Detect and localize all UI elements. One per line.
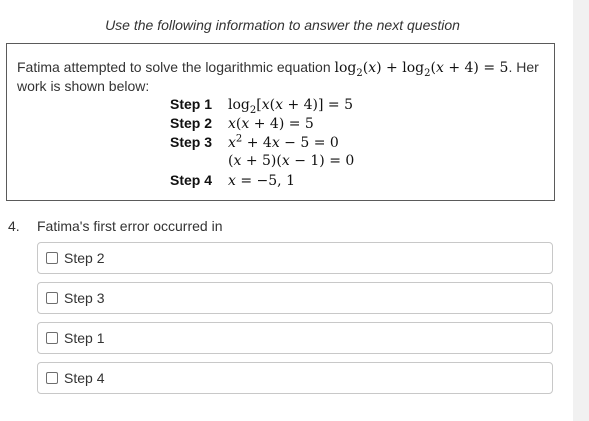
scrollbar[interactable] [573,0,589,421]
instruction-text: Use the following information to answer the next question [105,17,460,33]
intro-prefix: Fatima attempted to solve the logarithmic equation [17,59,331,75]
information-box [6,43,555,201]
equation: $\log_2(x) + \log_2(x + 4) = 5$ [334,60,509,79]
option-step-1[interactable] [37,322,553,354]
option-step-2[interactable] [37,242,553,274]
checkbox[interactable] [46,332,58,344]
step-expression: $\log_2[x(x + 4)] = 5$ [228,97,353,116]
step-row [170,153,354,172]
step-expression: (x + 5)(x − 1) = 0 [228,153,355,169]
option-step-3[interactable] [37,282,553,314]
problem-intro [17,58,547,95]
step-row [170,172,354,191]
step-expression: $x^2 + 4x - 5 = 0$ [228,133,339,151]
option-label: Step 1 [64,330,105,346]
step-label: Step 4 [170,172,213,188]
checkbox[interactable] [46,252,58,264]
question-text: Fatima's first error occurred in [37,218,223,234]
checkbox[interactable] [46,292,58,304]
intro-suffix: . Her work is shown below: [17,59,539,94]
step-label: Step 3 [170,134,213,150]
option-label: Step 3 [64,290,105,306]
checkbox[interactable] [46,372,58,384]
step-expression: x(x + 4) = 5 [228,116,314,132]
option-label: Step 2 [64,250,105,266]
step-row [170,96,354,115]
step-row [170,115,354,134]
question-number: 4. [8,218,20,234]
step-label: Step 1 [170,96,213,112]
step-expression: x = −5, 1 [228,173,295,189]
option-step-4[interactable] [37,362,553,394]
option-label: Step 4 [64,370,105,386]
steps-list [170,96,354,191]
step-row [170,134,354,153]
step-label: Step 2 [170,115,213,131]
